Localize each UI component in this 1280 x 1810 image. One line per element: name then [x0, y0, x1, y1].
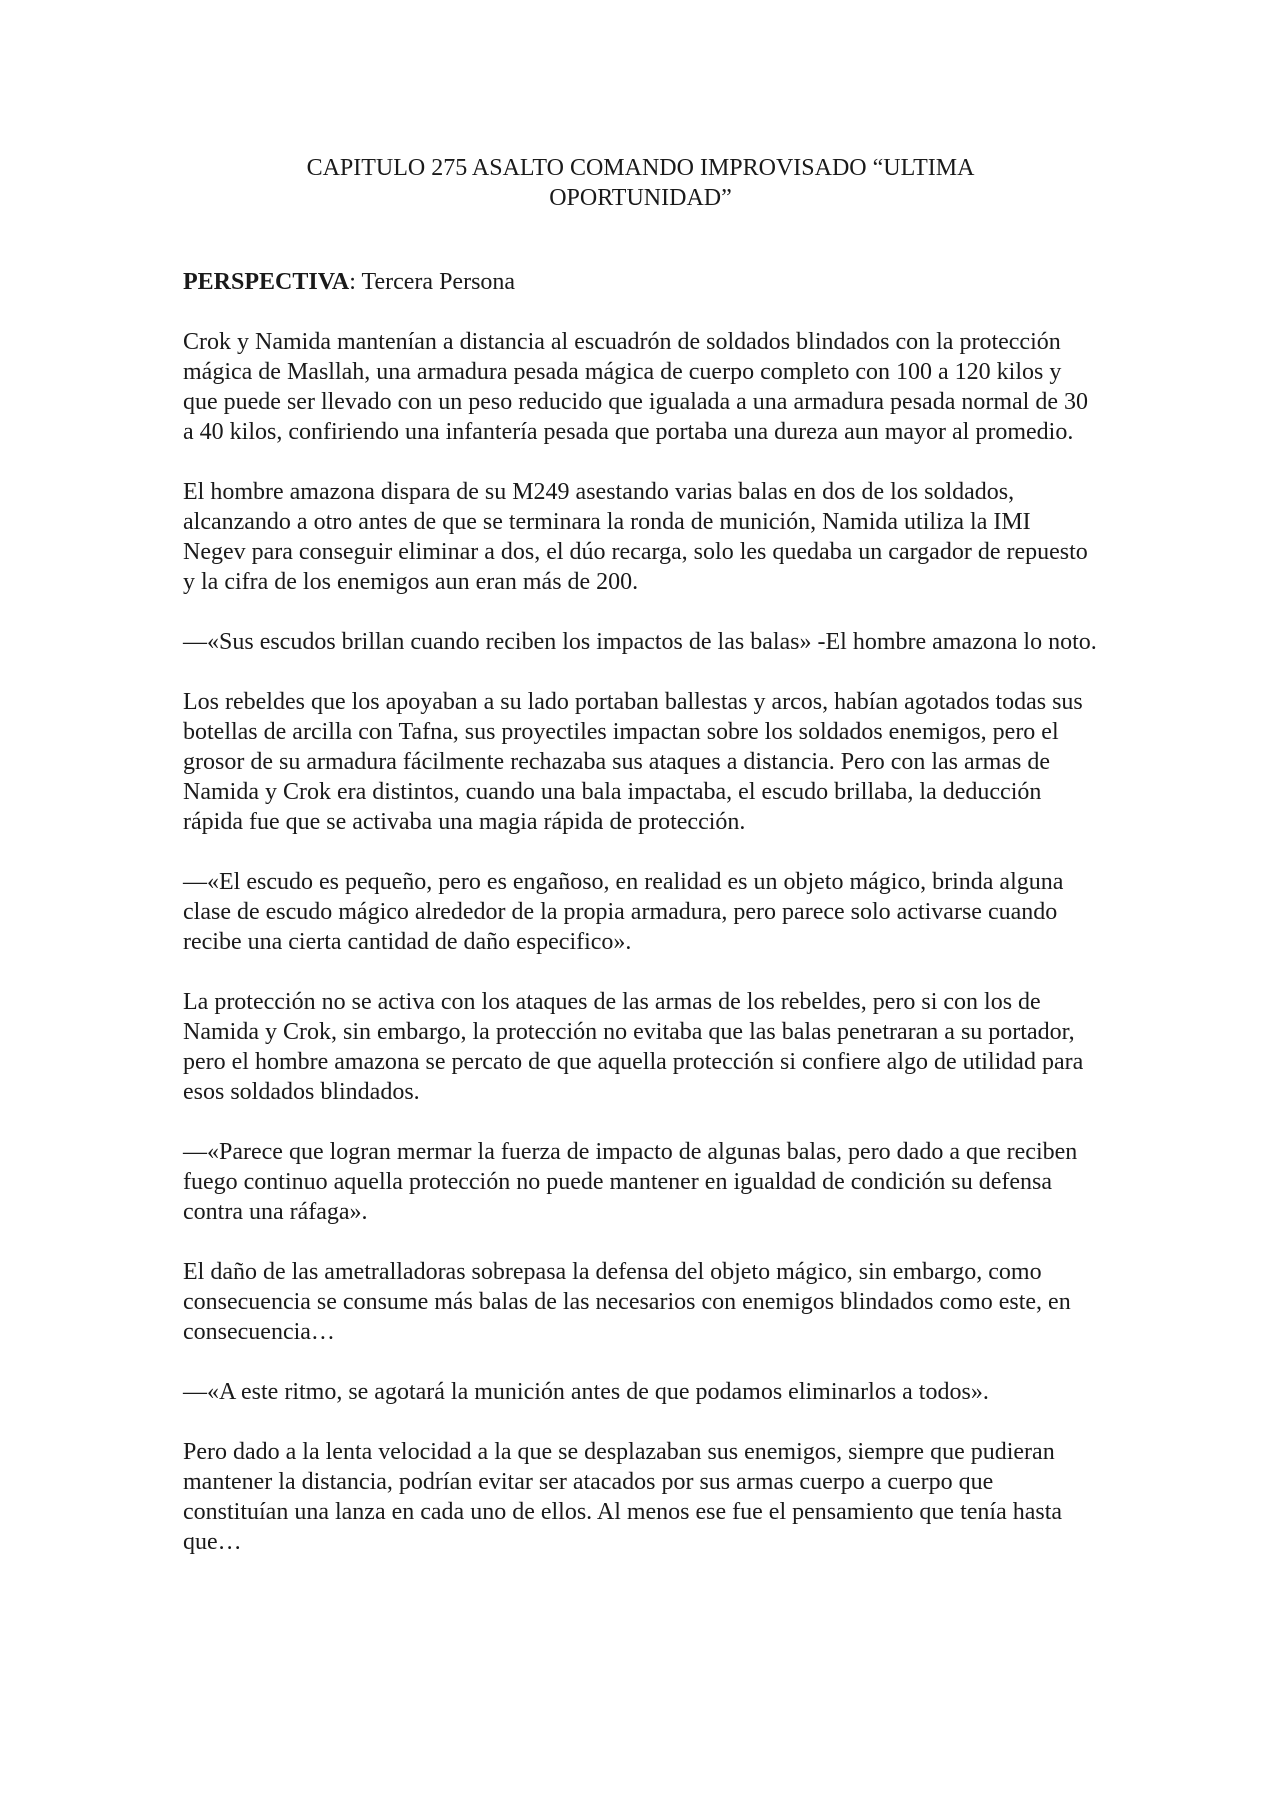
paragraph-5: —«El escudo es pequeño, pero es engañoso, en realidad es un objeto mágico, brinda alguna clase de escudo mágico alrededor de la propia armadura, pero parece solo activarse cuando recibe una cierta cantidad de daño especifico».	[183, 869, 1064, 955]
perspective-line	[183, 267, 1098, 297]
paragraph-10: Pero dado a la lenta velocidad a la que se desplazaban sus enemigos, siempre que pudieran mantener la distancia, podrían evitar ser atacados por sus armas cuerpo a cuerpo que constituían una lanza en cada uno de ellos. Al menos ese fue el pensamiento que tenía hasta que…	[183, 1439, 1063, 1555]
chapter-title	[183, 153, 1098, 213]
paragraph-1: Crok y Namida mantenían a distancia al escuadrón de soldados blindados con la protección mágica de Masllah, una armadura pesada mágica de cuerpo completo con 100 a 120 kilos y que puede ser llevado con un peso reducido que igualada a una armadura pesada normal de 30 a 40 kilos, confiriendo una infantería pesada que portaba una dureza aun mayor al promedio.	[183, 329, 1088, 445]
chapter-title-line-1: CAPITULO 275 ASALTO COMANDO IMPROVISADO “ULTIMA	[306, 155, 975, 181]
perspective-label: PERSPECTIVA	[183, 269, 350, 295]
paragraph-8: El daño de las ametralladoras sobrepasa la defensa del objeto mágico, sin embargo, como consecuencia se consume más balas de las necesarios con enemigos blindados como este, en consecuencia…	[183, 1259, 1071, 1345]
paragraph-9: —«A este ritmo, se agotará la munición antes de que podamos eliminarlos a todos».	[183, 1379, 989, 1405]
paragraph-4: Los rebeldes que los apoyaban a su lado portaban ballestas y arcos, habían agotados todas sus botellas de arcilla con Tafna, sus proyectiles impactan sobre los soldados enemigos, pero el grosor de su armadura fácilmente rechazaba sus ataques a distancia. Pero con las armas de Namida y Crok era distintos, cuando una bala impactaba, el escudo brillaba, la deducción rápida fue que se activaba una magia rápida de protección.	[183, 689, 1083, 835]
chapter-title-line-2: OPORTUNIDAD”	[549, 185, 732, 211]
paragraph-2: El hombre amazona dispara de su M249 asestando varias balas en dos de los soldados, alcanzando a otro antes de que se terminara la ronda de munición, Namida utiliza la IMI Negev para conseguir eliminar a dos, el dúo recarga, solo les quedaba un cargador de repuesto y la cifra de los enemigos aun eran más de 200.	[183, 479, 1088, 595]
paragraph-6: La protección no se activa con los ataques de las armas de los rebeldes, pero si con los de Namida y Crok, sin embargo, la protección no evitaba que las balas penetraran a su portador, pero el hombre amazona se percato de que aquella protección si confiere algo de utilidad para esos soldados blindados.	[183, 989, 1084, 1105]
perspective-value: : Tercera Persona	[349, 269, 516, 295]
document-body	[183, 153, 1098, 1587]
paragraph-7: —«Parece que logran mermar la fuerza de impacto de algunas balas, pero dado a que reciben fuego continuo aquella protección no puede mantener en igualdad de condición su defensa contra una ráfaga».	[183, 1139, 1078, 1225]
paragraph-3: —«Sus escudos brillan cuando reciben los impactos de las balas» -El hombre amazona lo noto.	[183, 629, 1097, 655]
